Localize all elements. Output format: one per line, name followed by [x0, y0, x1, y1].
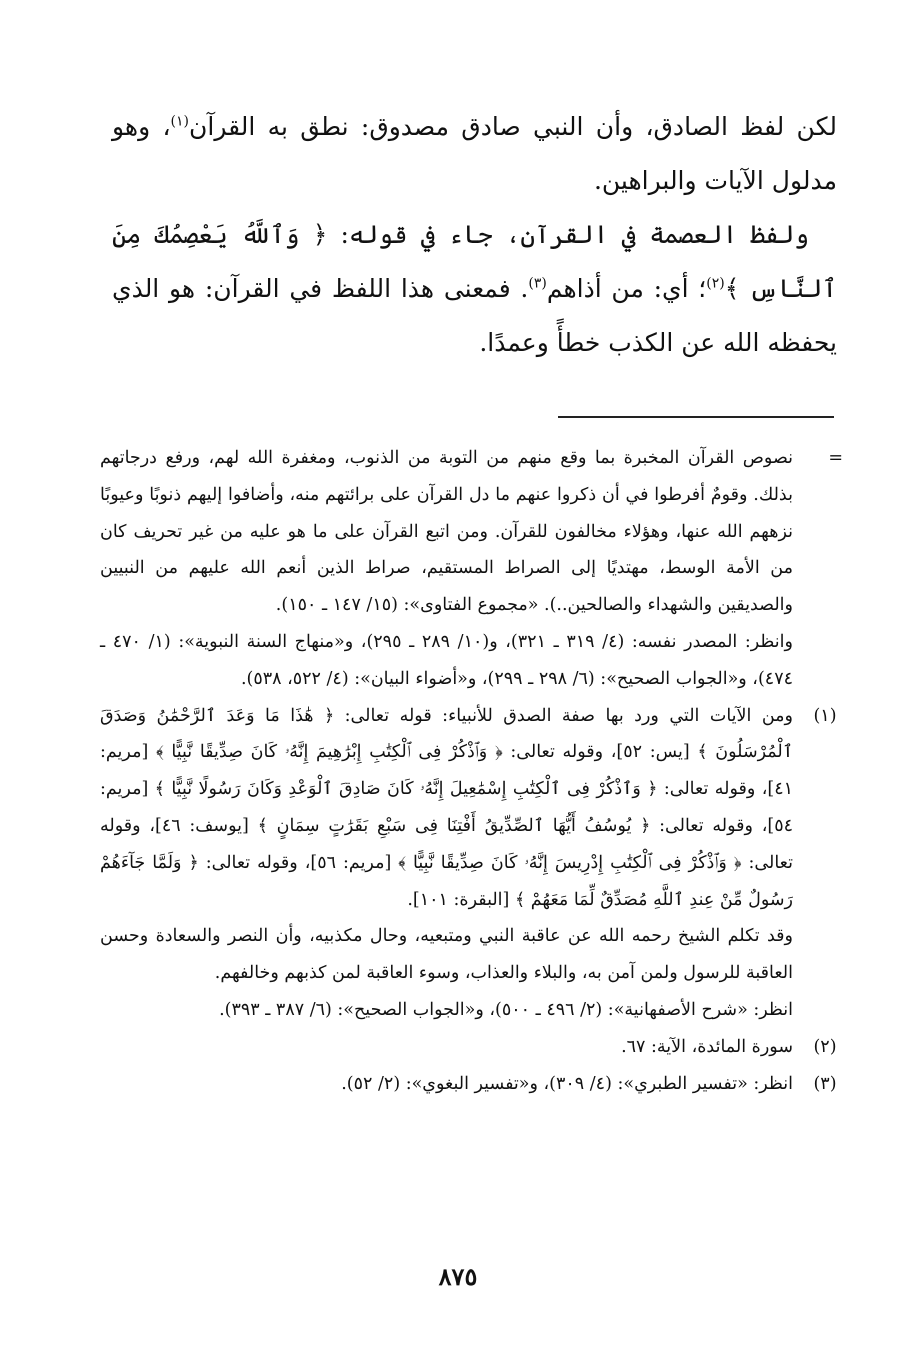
footnote-ref-3: (٣)	[528, 275, 547, 292]
footnote-3	[100, 1066, 845, 1103]
main-paragraph-1	[112, 100, 837, 208]
paragraph-1-text-end: ، وهو مدلول الآيات والبراهين.	[112, 112, 837, 195]
paragraph-2-text-end: . فمعنى هذا اللفظ في القرآن: هو الذي يحفظه الله عن الكذب خطأً وعمدًا.	[112, 274, 837, 357]
footnote-continuation	[100, 440, 845, 698]
footnote-ref-1: (١)	[170, 113, 190, 130]
footnote-separator	[558, 416, 834, 418]
continuation-marker: =	[828, 448, 843, 468]
footnote-paragraph: انظر: «شرح الأصفهانية»: (٢/ ٤٩٦ ـ ٥٠٠)، و«الجواب الصحيح»: (٦/ ٣٨٧ ـ ٣٩٣).	[219, 999, 793, 1020]
footnote-3-marker: (٣)	[813, 1073, 837, 1094]
footnote-paragraph: وانظر: المصدر نفسه: (٤/ ٣١٩ ـ ٣٢١)، و(١٠/ ٢٨٩ ـ ٢٩٥)، و«منهاج السنة النبوية»: (١/ ٤٧٠ ـ ٤٧٤)، و«الجواب الصحيح»: (٦/ ٢٩٨ ـ ٢٩٩)، و«أضواء البيان»: (٤/ ٥٢٢، ٥٣٨).	[100, 631, 793, 689]
footnote-paragraph: سورة المائدة، الآية: ٦٧.	[621, 1036, 793, 1057]
paragraph-1-text: لكن لفظ الصادق، وأن النبي صادق مصدوق: نطق به القرآن	[189, 112, 837, 141]
main-paragraph-2	[112, 208, 837, 370]
footnotes-section	[100, 440, 845, 1102]
main-text	[112, 100, 837, 370]
paragraph-2-text-middle: ؛ أي: من أذاهم	[546, 274, 707, 303]
footnote-paragraph: انظر: «تفسير الطبري»: (٤/ ٣٠٩)، و«تفسير البغوي»: (٢/ ٥٢).	[341, 1073, 793, 1094]
page-number: ٨٧٥	[438, 1262, 478, 1291]
footnote-paragraph: ومن الآيات التي ورد بها صفة الصدق للأنبياء: قوله تعالى: ﴿ هَٰذَا مَا وَعَدَ ٱلرَّحْمَٰنُ وَصَدَقَ ٱلْمُرْسَلُونَ ﴾ [يس: ٥٢]، وقوله تعالى: ﴿ وَٱذْكُرْ فِى ٱلْكِتَٰبِ إِبْرَٰهِيمَ إِنَّهُۥ كَانَ صِدِّيقًا نَّبِيًّا ﴾ [مريم: ٤١]، وقوله تعالى: ﴿ وَٱذْكُرْ فِى ٱلْكِتَٰبِ إِسْمَٰعِيلَ إِنَّهُۥ كَانَ صَادِقَ ٱلْوَعْدِ وَكَانَ رَسُولًا نَّبِيًّا ﴾ [مريم: ٥٤]، وقوله تعالى: ﴿ يُوسُفُ أَيُّهَا ٱلصِّدِّيقُ أَفْتِنَا فِى سَبْعِ بَقَرَٰتٍ سِمَانٍ ﴾ [يوسف: ٤٦]، وقوله تعالى: ﴿ وَٱذْكُرْ فِى ٱلْكِتَٰبِ إِدْرِيسَ إِنَّهُۥ كَانَ صِدِّيقًا نَّبِيًّا ﴾ [مريم: ٥٦]، وقوله تعالى: ﴿ وَلَمَّا جَآءَهُمْ رَسُولٌ مِّنْ عِندِ ٱللَّهِ مُصَدِّقٌ لِّمَا مَعَهُمْ ﴾ [البقرة: ١٠١].	[100, 705, 793, 910]
footnote-2-marker: (٢)	[813, 1036, 837, 1057]
footnote-1	[100, 698, 845, 1029]
footnote-2	[100, 1029, 845, 1066]
footnote-1-marker: (١)	[813, 705, 837, 726]
footnote-paragraph: نصوص القرآن المخبرة بما وقع منهم من التوبة من الذنوب، ومغفرة الله لهم، ورفع درجاتهم بذلك. وقومٌ أفرطوا في أن ذكروا عنهم ما دل القرآن على برائتهم منه، وأضافوا إليهم ذنوبًا وعيوبًا نزههم الله عنها، وهؤلاء مخالفون للقرآن. ومن اتبع القرآن على ما هو عليه من غير تحريف كان من الأمة الوسط، مهتديًا إلى الصراط المستقيم، صراط الذين أنعم الله عليهم من النبيين والصديقين والشهداء والصالحين..). «مجموع الفتاوى»: (١٥/ ١٤٧ ـ ١٥٠).	[100, 448, 793, 616]
paragraph-2-text: ولفظ العصمة في القرآن، جاء في قوله: ﴿ وَٱللَّهُ يَعْصِمُكَ مِنَ ٱلنَّاسِ ﴾	[112, 220, 837, 303]
footnote-paragraph: وقد تكلم الشيخ رحمه الله عن عاقبة النبي ومتبعيه، وحال مكذبيه، وأن النصر والسعادة وحسن العاقبة للرسول ولمن آمن به، والبلاء والعذاب، وسوء العاقبة لمن كذبهم وخالفهم.	[100, 926, 793, 984]
footnote-ref-2: (٢)	[706, 275, 725, 292]
